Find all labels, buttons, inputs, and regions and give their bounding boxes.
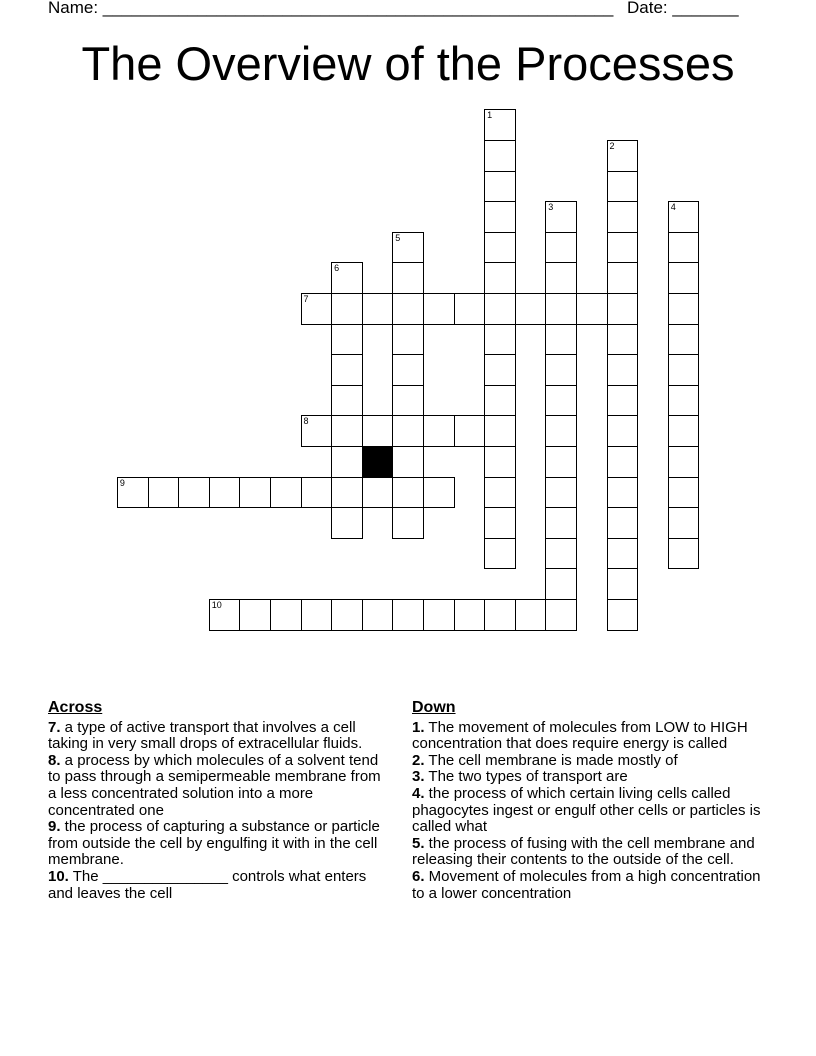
crossword-cell[interactable] xyxy=(270,477,302,509)
crossword-cell[interactable] xyxy=(454,599,486,631)
crossword-cell[interactable] xyxy=(484,293,516,325)
crossword-cell[interactable] xyxy=(607,599,639,631)
crossword-cell[interactable] xyxy=(331,415,363,447)
crossword-cell[interactable] xyxy=(301,415,333,447)
clue-across-9: 9. the process of capturing a substance or particle from outside the cell by engulfing it with in the cell membrane. xyxy=(48,818,380,869)
crossword-cell[interactable] xyxy=(484,171,516,203)
crossword-cell[interactable] xyxy=(515,293,547,325)
down-clues xyxy=(412,700,772,902)
crossword-cell[interactable] xyxy=(117,477,149,509)
crossword-cell[interactable] xyxy=(668,385,700,417)
crossword-cell[interactable] xyxy=(362,477,394,509)
crossword-cell[interactable] xyxy=(331,354,363,386)
crossword-cell[interactable] xyxy=(668,324,700,356)
clue-number: 1 xyxy=(487,110,493,121)
crossword-cell[interactable] xyxy=(423,293,455,325)
crossword-cell[interactable] xyxy=(148,477,180,509)
crossword-cell[interactable] xyxy=(423,599,455,631)
crossword-cell[interactable] xyxy=(484,201,516,233)
across-clues xyxy=(48,700,393,902)
crossword-cell[interactable] xyxy=(209,477,241,509)
crossword-cell[interactable] xyxy=(392,262,424,294)
crossword-cell[interactable] xyxy=(392,324,424,356)
crossword-cell[interactable] xyxy=(392,477,424,509)
crossword-cell[interactable] xyxy=(392,385,424,417)
clue-across-10: 10. The _______________ controls what enters and leaves the cell xyxy=(48,867,367,902)
crossword-cell[interactable] xyxy=(484,262,516,294)
crossword-cell[interactable] xyxy=(545,477,577,509)
crossword-cell[interactable] xyxy=(576,293,608,325)
clue-across-7: 7. a type of active transport that involves a cell taking in very small drops of extracellular fluids. xyxy=(48,718,363,753)
crossword-cell[interactable] xyxy=(392,354,424,386)
clue-number: 6 xyxy=(334,263,340,274)
crossword-cell[interactable] xyxy=(331,599,363,631)
date-field-label: Date: _______ xyxy=(627,0,739,17)
crossword-cell[interactable] xyxy=(392,232,424,264)
crossword-cell[interactable] xyxy=(484,538,516,570)
crossword-cell[interactable] xyxy=(423,477,455,509)
crossword-cell[interactable] xyxy=(607,477,639,509)
clue-down-1: 1. The movement of molecules from LOW to HIGH concentration that does require energy is called xyxy=(412,718,748,753)
crossword-cell[interactable] xyxy=(331,446,363,478)
crossword-cell[interactable] xyxy=(668,293,700,325)
black-square xyxy=(362,446,394,478)
crossword-cell[interactable] xyxy=(668,201,700,233)
crossword-cell[interactable] xyxy=(545,385,577,417)
crossword-cell[interactable] xyxy=(607,415,639,447)
crossword-cell[interactable] xyxy=(607,507,639,539)
crossword-cell[interactable] xyxy=(668,262,700,294)
down-heading: Down xyxy=(412,699,456,716)
crossword-cell[interactable] xyxy=(607,354,639,386)
crossword-cell[interactable] xyxy=(331,507,363,539)
clue-number: 4 xyxy=(670,202,676,213)
crossword-cell[interactable] xyxy=(484,415,516,447)
clue-down-3: 3. The two types of transport are xyxy=(412,768,628,786)
crossword-cell[interactable] xyxy=(668,415,700,447)
clue-number: 8 xyxy=(303,416,309,427)
crossword-cell[interactable] xyxy=(545,232,577,264)
crossword-cell[interactable] xyxy=(545,538,577,570)
crossword-cell[interactable] xyxy=(209,599,241,631)
crossword-cell[interactable] xyxy=(484,140,516,172)
crossword-cell[interactable] xyxy=(178,477,210,509)
clue-number: 9 xyxy=(119,477,125,488)
crossword-cell[interactable] xyxy=(484,599,516,631)
clue-down-4: 4. the process of which certain living cells called phagocytes ingest or engulf other cells or particles is called what xyxy=(412,784,761,836)
crossword-cell[interactable] xyxy=(392,507,424,539)
crossword-cell[interactable] xyxy=(301,599,333,631)
crossword-cell[interactable] xyxy=(607,201,639,233)
crossword-cell[interactable] xyxy=(607,385,639,417)
crossword-cell[interactable] xyxy=(454,293,486,325)
clue-down-6: 6. Movement of molecules from a high concentration to a lower concentration xyxy=(412,867,761,902)
clue-down-5: 5. the process of fusing with the cell membrane and releasing their contents to the outside of the cell. xyxy=(412,834,755,869)
crossword-cell[interactable] xyxy=(392,599,424,631)
crossword-cell[interactable] xyxy=(484,446,516,478)
crossword-cell[interactable] xyxy=(423,415,455,447)
crossword-cell[interactable] xyxy=(545,599,577,631)
crossword-cell[interactable] xyxy=(301,477,333,509)
crossword-cell[interactable] xyxy=(484,232,516,264)
clue-down-2: 2. The cell membrane is made mostly of xyxy=(412,751,678,769)
crossword-cell[interactable] xyxy=(607,568,639,600)
crossword-cell[interactable] xyxy=(331,385,363,417)
crossword-cell[interactable] xyxy=(362,599,394,631)
clue-number: 5 xyxy=(395,232,401,243)
crossword-cell[interactable] xyxy=(515,599,547,631)
crossword-cell[interactable] xyxy=(545,568,577,600)
crossword-cell[interactable] xyxy=(545,354,577,386)
crossword-cell[interactable] xyxy=(392,293,424,325)
crossword-cell[interactable] xyxy=(545,507,577,539)
clue-across-8: 8. a process by which molecules of a solvent tend to pass through a semipermeable membrane from a less concentrated solution into a more concentrated one xyxy=(48,751,381,819)
crossword-cell[interactable] xyxy=(545,415,577,447)
crossword-cell[interactable] xyxy=(392,446,424,478)
name-field-label: Name: ______________________________________________________ xyxy=(48,0,614,17)
crossword-cell[interactable] xyxy=(484,109,516,141)
across-heading: Across xyxy=(48,699,103,716)
clue-number: 3 xyxy=(548,202,554,213)
crossword-cell[interactable] xyxy=(545,262,577,294)
clue-number: 2 xyxy=(609,141,615,151)
crossword-cell[interactable] xyxy=(607,171,639,203)
crossword-cell[interactable] xyxy=(331,293,363,325)
crossword-cell[interactable] xyxy=(239,477,271,509)
clue-number: 10 xyxy=(211,600,222,610)
clue-number: 7 xyxy=(303,294,309,304)
page-title: The Overview of the Processes xyxy=(81,37,735,90)
crossword-cell[interactable] xyxy=(668,354,700,386)
crossword-cell[interactable] xyxy=(668,446,700,478)
crossword-cell[interactable] xyxy=(545,201,577,233)
crossword-cell[interactable] xyxy=(331,477,363,509)
crossword-cell[interactable] xyxy=(362,293,394,325)
crossword-cell[interactable] xyxy=(362,415,394,447)
crossword-cell[interactable] xyxy=(668,538,700,570)
crossword-cell[interactable] xyxy=(607,293,639,325)
crossword-cell[interactable] xyxy=(545,324,577,356)
crossword-cell[interactable] xyxy=(607,324,639,356)
crossword-cell[interactable] xyxy=(239,599,271,631)
crossword-cell[interactable] xyxy=(668,477,700,509)
crossword-cell[interactable] xyxy=(270,599,302,631)
crossword-cell[interactable] xyxy=(545,446,577,478)
crossword-cell[interactable] xyxy=(392,415,424,447)
crossword-cell[interactable] xyxy=(607,446,639,478)
crossword-cell[interactable] xyxy=(607,262,639,294)
crossword-cell[interactable] xyxy=(545,293,577,325)
crossword-cell[interactable] xyxy=(331,262,363,294)
crossword-cell[interactable] xyxy=(484,324,516,356)
crossword-cell[interactable] xyxy=(331,324,363,356)
crossword-cell[interactable] xyxy=(484,477,516,509)
crossword-cell[interactable] xyxy=(607,232,639,264)
crossword-cell[interactable] xyxy=(301,293,333,325)
crossword-cell[interactable] xyxy=(454,415,486,447)
crossword-cell[interactable] xyxy=(668,232,700,264)
crossword-cell[interactable] xyxy=(484,385,516,417)
crossword-cell[interactable] xyxy=(668,507,700,539)
crossword-cell[interactable] xyxy=(607,538,639,570)
crossword-cell[interactable] xyxy=(607,140,639,172)
crossword-cell[interactable] xyxy=(484,354,516,386)
crossword-cell[interactable] xyxy=(484,507,516,539)
